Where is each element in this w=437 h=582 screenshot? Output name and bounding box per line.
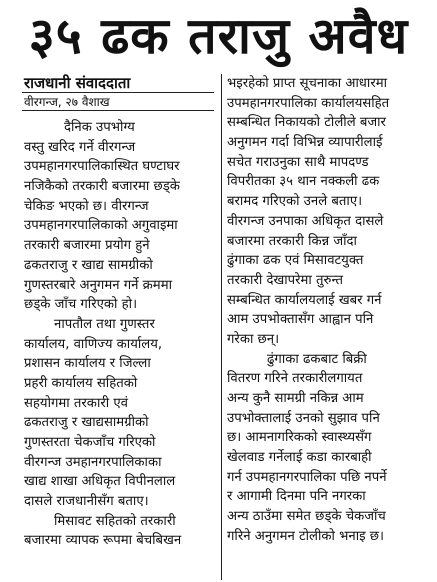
dateline: वीरगन्ज, २७ वैशाख: [24, 95, 110, 109]
article-line: सहयोगमा तरकारी एवं: [24, 395, 128, 411]
byline: राजधानी संवाददाता: [24, 74, 131, 92]
article-line: अन्य ठाउँमा समेत छड्के चेकजाँच: [227, 509, 386, 525]
article-line: वीरगन्ज उमहानगरपालिकाका: [24, 454, 162, 470]
dateline-divider: [22, 110, 214, 111]
article-line: तरकारी बजारमा प्रयोग हुने: [24, 238, 150, 254]
article-line: सम्बन्धित कार्यालयलाई खबर गर्न: [227, 292, 382, 308]
article-line: सम्बन्धित निकायको टोलीले बजार: [227, 115, 386, 131]
headline: ३५ ढक तराजु अवैध: [28, 7, 409, 65]
article-line: छड्के जाँच गरिएको हो।: [24, 297, 138, 313]
article-line: नापतौल तथा गुणस्तर: [54, 316, 155, 332]
article-line: बजारमा व्यापक रूपमा बेचबिखन: [24, 533, 182, 549]
article-line: गर्न उपमहानगरपालिका पछि नपर्ने: [227, 469, 387, 485]
column-divider: [221, 74, 222, 580]
article-line: विपरीतका ३५ थान नक्कली ढक: [227, 174, 380, 190]
article-line: ढुंगाका ढकबाट बिक्री: [267, 351, 367, 367]
article-line: वस्तु खरिद गर्ने वीरगन्ज: [24, 139, 136, 155]
article-line: सचेत गराउनुका साथै मापदण्ड: [227, 154, 369, 170]
article-line: उपमहानगरपालिकास्थित घण्टाघर: [24, 159, 180, 175]
article-line: प्रशासन कार्यालय र जिल्ला: [24, 356, 151, 372]
article-line: दैनिक उपभोग्य: [64, 120, 135, 135]
article-line: उपभोक्तालाई उनको सुझाव पनि: [227, 410, 380, 426]
article-line: ढकतराजु र खाद्यसामग्रीको: [24, 415, 149, 431]
article-line: छ। आमनागरिकको स्वास्थ्यसँग: [227, 430, 372, 446]
article-line: नजिकैको तरकारी बजारमा छड्के: [24, 179, 180, 195]
article-line: बजारमा तरकारी किन्न जाँदा: [227, 233, 357, 249]
article-line: वितरण गरिने तरकारीलगायत: [227, 371, 363, 387]
article-column-left: [24, 118, 216, 551]
article-line: गुणस्तरबारे अनुगमन गर्ने क्रममा: [24, 277, 172, 293]
article-line: तरकारी देखापरेमा तुरुन्त: [227, 272, 344, 288]
article-line: ढुंगाका ढक एवं मिसावटयुक्त: [227, 253, 364, 269]
article-line: उपमहानगरपालिकाको अगुवाइमा: [24, 218, 178, 234]
article-line: उपमहानगरपालिका कार्यालयसहित: [227, 95, 390, 111]
article-line: बरामद गरिएको उनले बताए।: [227, 194, 363, 210]
article-line: ढकतराजु र खाद्य सामग्रीको: [24, 257, 153, 273]
article-line: वीरगन्ज उनपाका अधिकृत दासले: [227, 213, 384, 229]
article-line: दासले राजधानीसँग बताए।: [24, 494, 149, 510]
article-line: चेकिङ भएको छ। वीरगन्ज: [24, 198, 149, 214]
article-column-right: [227, 74, 433, 547]
article-line: आम उपभोक्तासँग आह्वान पनि: [227, 312, 374, 328]
article-line: अन्य कुनै सामग्री नकिन्न आम: [227, 391, 364, 406]
article-line: गुणस्तरता चेकजाँच गरिएको: [24, 435, 156, 450]
byline-divider: [22, 92, 214, 93]
article-line: खेलवाड गर्नेलाई कडा कारबाही: [227, 450, 372, 466]
article-line: खाद्य शाखा अधिकृत विपीनलाल: [24, 474, 176, 490]
article-line: भइरहेको प्राप्त सूचनाका आधारमा: [227, 76, 388, 91]
article-line: अनुगमन गर्दा विभिन्न व्यापारीलाई: [227, 135, 383, 151]
article-line: र आगामी दिनमा पनि नगरका: [227, 489, 366, 505]
article-line: मिसावट सहितको तरकारी: [54, 513, 176, 529]
article-line: गरेका छन्।: [227, 331, 280, 347]
article-line: कार्यालय, वाणिज्य कार्यालय,: [24, 336, 163, 352]
article-line: गरिने अनुगमन टोलीको भनाइ छ।: [227, 528, 385, 544]
article-line: प्रहरी कार्यालय सहितको: [24, 375, 138, 391]
